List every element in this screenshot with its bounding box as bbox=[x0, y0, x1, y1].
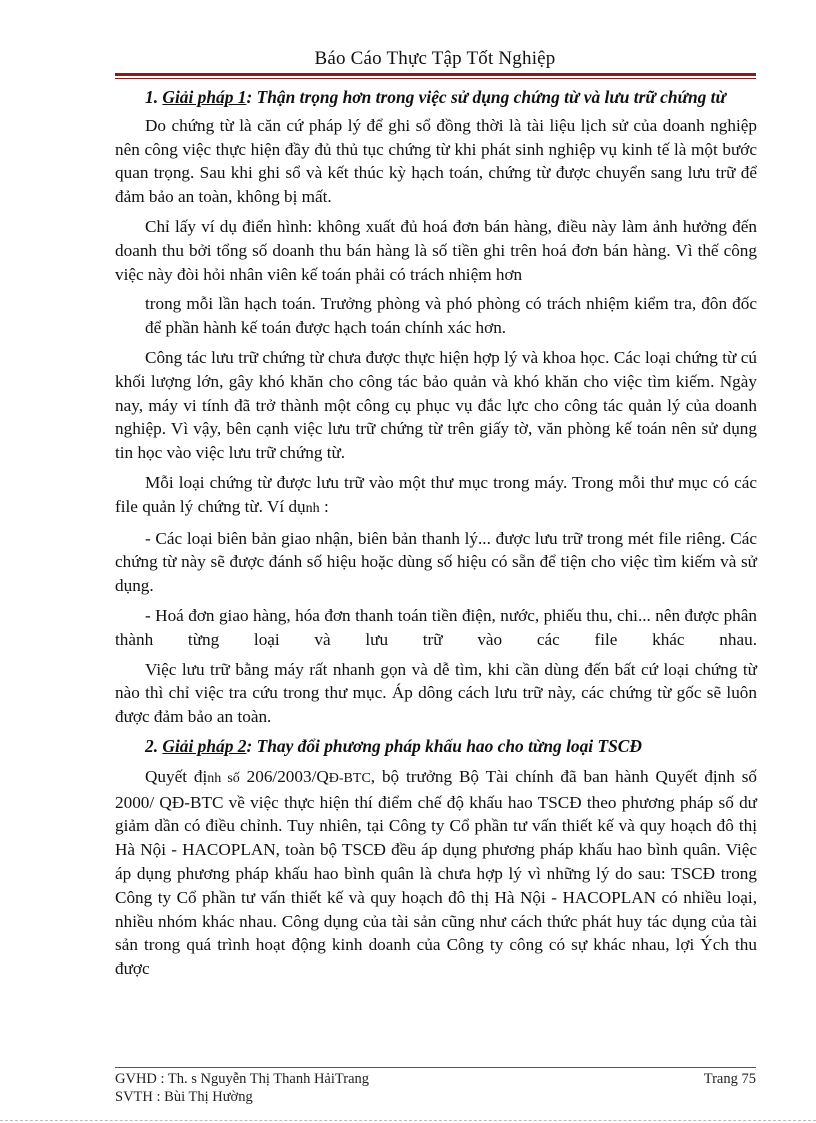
section-1-heading bbox=[115, 86, 757, 110]
paragraph bbox=[115, 765, 757, 981]
section-1-title: : Thận trọng hơn trong việc sử dụng chứng từ và lưu trữ chứng từ bbox=[246, 87, 726, 107]
paragraph-small-text: nh số bbox=[207, 770, 240, 786]
paragraph: trong mỗi lần hạch toán. Trưởng phòng và phó phòng có trách nhiệm kiểm tra, đôn đốc để phần hành kế toán được hạch toán chính xác hơn. bbox=[145, 294, 757, 338]
paragraph-subscript-text: nh bbox=[305, 500, 320, 516]
paragraph-text: Mỗi loại chứng từ được lưu trữ vào một thư mục trong máy. Trong mỗi thư mục có các file quản lý chứng từ. Ví dụ bbox=[115, 472, 757, 516]
list-item: - Hoá đơn giao hàng, hóa đơn thanh toán tiền điện, nước, phiếu thu, chi... nên được phân thành từng loại và lưu trữ vào các file khác nhau. bbox=[115, 605, 757, 649]
page-header: Báo Cáo Thực Tập Tốt Nghiệp bbox=[314, 48, 556, 69]
section-2-number: 2. bbox=[145, 735, 163, 756]
footer-line-1 bbox=[115, 1071, 756, 1088]
footer-student: SVTH : Bùi Thị Hường bbox=[115, 1089, 253, 1105]
paragraph: Công tác lưu trữ chứng từ chưa được thực hiện hợp lý và khoa học. Các loại chứng từ cú khối lượng lớn, gây khó khăn cho công tác bảo quản và khó khăn cho việc tìm kiếm. Ngày nay, máy vi tính đã trở thành một công cụ phục vụ đắc lực cho công tác quản lý của doanh nghiệp. Vì vậy, bên cạnh việc lưu trữ chứng từ trên giấy tờ, văn phòng kế toán nên sử dụng tin học vào việc lưu trữ chứng từ. bbox=[115, 347, 757, 463]
page-bottom-divider bbox=[0, 1120, 816, 1121]
paragraph: Do chứng từ là căn cứ pháp lý để ghi sổ đồng thời là tài liệu lịch sử của doanh nghiệp nên công việc thực hiện đầy đủ thủ tục chứng từ khi phát sinh nghiệp vụ kinh tế là một bước quan trọng. Sau khi ghi sổ và kết thúc kỳ hạch toán, chứng từ được chuyển sang lưu trữ để đảm bảo an toàn, không bị mất. bbox=[115, 115, 757, 207]
paragraph: Chỉ lấy ví dụ điển hình: không xuất đủ hoá đơn bán hàng, điều này làm ảnh hưởng đến doanh thu bởi tổng số doanh thu bán hàng là số tiền ghi trên hoá đơn bán hàng. Vì thế công việc này đòi hỏi nhân viên kế toán phải có trách nhiệm hơn bbox=[115, 216, 757, 284]
paragraph-text: , bộ trưởng Bộ Tài chính đã ban hành Quyết định số 2000/ QĐ-BTC về việc thực hiện thí điểm chế độ khấu hao TSCĐ theo phương pháp số dư giảm dần có điều chỉnh. Tuy nhiên, tại Công ty Cổ phần tư vấn thiết kế và quy hoạch đô thị Hà Nội - HACOPLAN, toàn bộ TSCĐ đều áp dụng phương pháp khấu hao bình quân. Việc áp dụng phương pháp khấu hao bình quân là chưa hợp lý vì những lý do sau: TSCĐ trong Công ty Cổ phần tư vấn thiết kế và quy hoạch đô thị Hà Nội - HACOPLAN có nhiều loại, nhiều nhóm khác nhau. Công dụng của tài sản cũng như cách thức phát huy tác dụng của tài sản trong quá trình hoạt động kinh doanh của Công ty công có sự khác nhau, lợi Ých thu được bbox=[115, 766, 758, 979]
section-2-title: : Thay đổi phương pháp khấu hao cho từng loại TSCĐ bbox=[246, 735, 642, 756]
section-2-heading bbox=[115, 735, 757, 759]
footer-rule bbox=[115, 1067, 756, 1068]
paragraph-text: 206/2003/Q bbox=[239, 766, 329, 786]
paragraph-text: : bbox=[319, 496, 329, 516]
paragraph-small-text: Đ-BTC bbox=[328, 770, 371, 786]
paragraph: Việc lưu trữ bằng máy rất nhanh gọn và dễ tìm, khi cần dùng đến bất cứ loại chứng từ nào thì chỉ việc tra cứu trong thư mục. Áp dông cách lưu trữ này, các chứng từ gốc sẽ luôn được đảm bảo an toàn. bbox=[115, 659, 757, 727]
section-2-label: Giải pháp 2 bbox=[162, 735, 247, 756]
section-1-number: 1. bbox=[145, 87, 163, 107]
header-rule-thin bbox=[115, 78, 756, 79]
footer-advisor: GVHD : Th. s Nguyễn Thị Thanh HảiTrang bbox=[115, 1071, 370, 1087]
paragraph-text: Quyết đị bbox=[145, 766, 208, 786]
page-content bbox=[115, 86, 757, 981]
footer-line-2 bbox=[115, 1089, 756, 1106]
paragraph bbox=[115, 471, 757, 521]
list-item: - Các loại biên bản giao nhận, biên bản thanh lý... được lưu trữ trong mét file riêng. Các chứng từ này sẽ được đánh số hiệu hoặc dùng số hiệu có sẵn để tiện cho việc tìm kiếm và sử dụng. bbox=[115, 528, 757, 596]
section-1-label: Giải pháp 1 bbox=[162, 87, 247, 107]
header-rule-thick bbox=[115, 73, 756, 76]
page-number: Trang 75 bbox=[703, 1071, 756, 1087]
